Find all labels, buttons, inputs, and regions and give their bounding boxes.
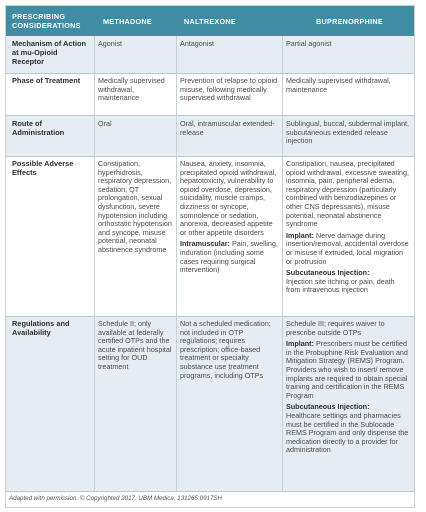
cell-methadone-regulations: Schedule II; only available at federally certified OTPs and the acute inpatient hospital setting for OUD treatment xyxy=(98,319,172,371)
cell-methadone-adverse: Constipation, hyperhidrosis, respiratory depression, sedation, QT prolongation, sexual dysfunction, severe hypotension including orthostatic hypotension and syncope, misuse potential, neonatal abstinence syndrome xyxy=(98,159,172,254)
bup-implant-regulations-text: Prescribers must be certified in the Probuphine Risk Evaluation and Mitigation Strategy (REMS) Program. Providers who wish to insert/ remove implants are required to obtain special training and certification in the REMS Program xyxy=(286,339,408,400)
header-buprenorphine: BUPRENORPHINE xyxy=(316,17,383,26)
row-divider xyxy=(6,316,414,317)
header-naltrexone: NALTREXONE xyxy=(184,17,236,26)
row-label-regulations: Regulations and Availability xyxy=(12,319,70,337)
cell-buprenorphine-mechanism: Partial agonist xyxy=(286,39,332,48)
cell-naltrexone-adverse xyxy=(180,160,279,275)
cell-buprenorphine-route: Sublingual, buccal, subdermal implant, subcutaneous extended release injection xyxy=(286,119,410,146)
row-divider xyxy=(6,491,414,492)
header-methadone: METHADONE xyxy=(103,17,153,26)
buprenorphine-regulations-text: Schedule III; requires waiver to prescribe outside OTPs xyxy=(286,319,385,337)
bup-subq-regulations-note xyxy=(286,403,411,455)
cell-naltrexone-route: Oral, intramuscular extended-release xyxy=(180,119,275,137)
bup-subq-regulations-text: Healthcare settings and pharmacies must be certified in the Sublocade REMS Program and only dispense the medication directly to a provider for administration xyxy=(286,410,409,455)
cell-naltrexone-mechanism: Antagonist xyxy=(180,39,214,48)
row-divider xyxy=(6,156,414,157)
cell-naltrexone-phase: Prevention of relapse to opioid misuse, following medically supervised withdrawal xyxy=(180,76,278,103)
row-divider xyxy=(6,73,414,74)
naltrexone-adverse-text: Nausea, anxiety, insomnia, precipitated opioid withdrawal, hepatotoxicity, vulnerability to opioid overdose, depression, suicidality, muscle cramps, dizziness or syncope, somnolence or sedation, anorexia, decreased appetite or other appetite disorders xyxy=(180,159,277,237)
cell-methadone-mechanism: Agonist xyxy=(98,39,122,48)
bup-subq-adverse-title: Subcutaneous Injection: xyxy=(286,268,370,278)
row-label-phase: Phase of Treatment xyxy=(12,76,81,85)
bup-subq-adverse-note xyxy=(286,269,411,295)
buprenorphine-adverse-text: Constipation, nausea, precipitated opioid withdrawal, excessive sweating, insomnia, pain, peripheral edema, respiratory depression (particularly combined with benzodiazepines or other CNS depressants), misuse potential, neonatal abstinence syndrome xyxy=(286,159,410,229)
column-divider xyxy=(282,36,283,491)
row-label-mechanism: Mechanism of Action at mu-Opioid Receptor xyxy=(12,39,87,66)
naltrexone-im-title: Intramuscular: xyxy=(180,239,230,249)
bup-subq-regulations-title: Subcutaneous Injection: xyxy=(286,402,370,412)
cell-methadone-phase: Medically supervised withdrawal, maintenance xyxy=(98,76,165,103)
column-divider xyxy=(176,36,177,491)
header-considerations: PRESCRIBING CONSIDERATIONS xyxy=(12,12,81,30)
cell-buprenorphine-phase: Medically supervised withdrawal, maintenance xyxy=(286,76,391,94)
row-label-adverse-effects: Possible Adverse Effects xyxy=(12,159,74,177)
cell-methadone-route: Oral xyxy=(98,119,112,128)
bup-implant-adverse-title: Implant: xyxy=(286,230,314,240)
naltrexone-im-text: Pain, swelling, induration (including some cases requiring surgical intervention) xyxy=(180,239,278,275)
bup-implant-adverse-note xyxy=(286,232,411,266)
cell-buprenorphine-adverse xyxy=(286,160,411,295)
row-label-route: Route of Administration xyxy=(12,119,65,137)
table-header xyxy=(6,6,414,36)
row-divider xyxy=(6,115,414,116)
naltrexone-im-note xyxy=(180,240,279,274)
cell-buprenorphine-regulations xyxy=(286,320,411,455)
bup-implant-adverse-text: Nerve damage during insertion/removal, accidental overdose or misuse if extruded, local migration or protrusion xyxy=(286,230,409,266)
bup-subq-adverse-text: Injection site itching or pain, death from intravenous injection xyxy=(286,276,395,295)
cell-naltrexone-regulations: Not a scheduled medication; not included in OTP regulations; requires prescription; office-based treatment or specialty substance use treatment programs, including OTPs xyxy=(180,319,271,380)
medication-comparison-table xyxy=(5,5,415,508)
column-divider xyxy=(94,36,95,491)
bup-implant-regulations-note xyxy=(286,340,411,400)
source-footnote: Adapted with permission. © Copyrighted 2017. UBM Medica. 131265:0917SH xyxy=(9,495,222,502)
bup-implant-regulations-title: Implant: xyxy=(286,339,314,349)
